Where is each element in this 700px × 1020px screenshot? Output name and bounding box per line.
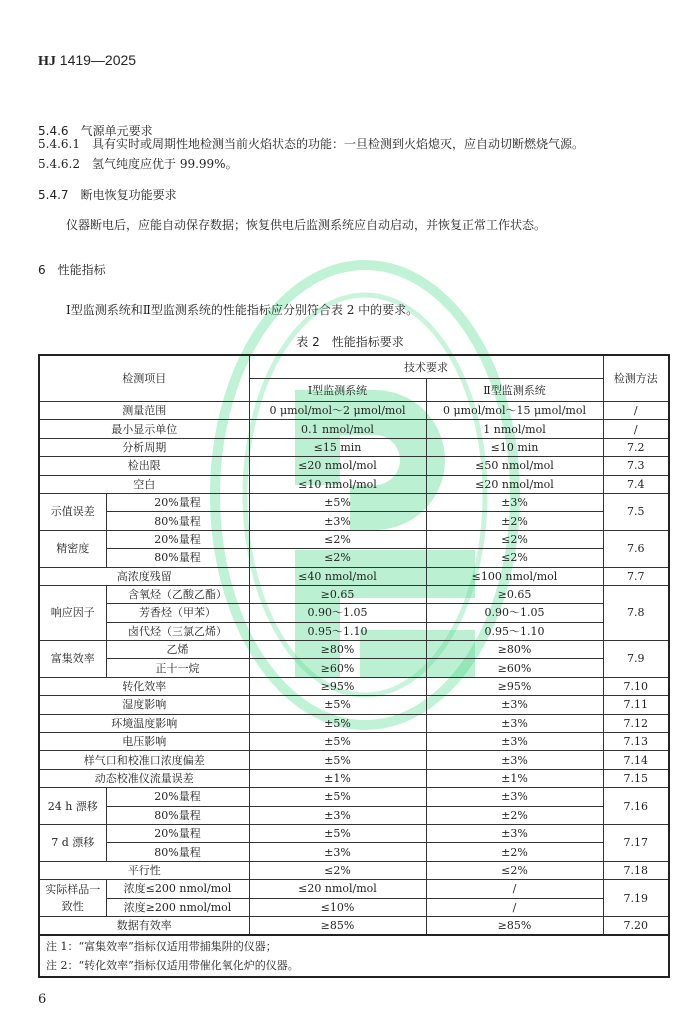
type1-value: ≥0.65	[249, 585, 426, 603]
row-sub-label: 80%量程	[106, 806, 249, 824]
table-row	[39, 769, 669, 787]
row-sub-label: 卤代烃（三氯乙烯）	[106, 622, 249, 640]
method-ref: 7.13	[603, 733, 669, 751]
type2-value: 1 nmol/mol	[426, 420, 603, 438]
section-number: 5.4.7	[38, 188, 69, 202]
type1-value: ≤40 nmol/mol	[249, 567, 426, 585]
table-row	[39, 880, 669, 898]
type2-value: ≥80%	[426, 641, 603, 659]
row-sub-label: 浓度≤200 nmol/mol	[106, 880, 249, 898]
header-type1: Ⅰ型监测系统	[249, 379, 426, 402]
method-ref: 7.9	[603, 641, 669, 678]
standard-number: 1419—2025	[59, 52, 137, 68]
type1-value: 0.95～1.10	[249, 622, 426, 640]
type1-value: ≥85%	[249, 916, 426, 935]
table-row	[39, 475, 669, 493]
row-group-label: 富集效率	[39, 641, 106, 678]
row-sub-label: 20%量程	[106, 493, 249, 511]
type2-value: /	[426, 898, 603, 916]
type2-value: ±3%	[426, 788, 603, 806]
method-ref: 7.4	[603, 475, 669, 493]
table-row	[39, 420, 669, 438]
notes-cell	[39, 935, 669, 977]
method-ref: 7.18	[603, 861, 669, 879]
type1-value: ≤2%	[249, 861, 426, 879]
clause-number: 5.4.6.1	[38, 137, 80, 151]
section-heading	[38, 261, 106, 278]
method-ref: 7.16	[603, 788, 669, 825]
type1-value: ≤2%	[249, 549, 426, 567]
clause-number: 5.4.6.2	[38, 157, 80, 171]
row-group-label: 24 h 漂移	[39, 788, 106, 825]
table-row	[39, 677, 669, 695]
row-sub-label: 浓度≥200 nmol/mol	[106, 898, 249, 916]
table-row	[39, 530, 669, 548]
table-row	[39, 402, 669, 420]
type1-value: ≥80%	[249, 641, 426, 659]
type2-value: ≤2%	[426, 861, 603, 879]
paragraph: 仪器断电后，应能自动保存数据；恢复供电后监测系统应自动启动，并恢复正常工作状态。	[66, 218, 547, 232]
type2-value: ≤50 nmol/mol	[426, 457, 603, 475]
row-group-label: 精密度	[39, 530, 106, 567]
method-ref: 7.15	[603, 769, 669, 787]
row-label: 动态校准仪流量误差	[39, 769, 249, 787]
table-row	[39, 824, 669, 842]
method-ref: 7.2	[603, 438, 669, 456]
row-label: 最小显示单位	[39, 420, 249, 438]
method-ref: 7.7	[603, 567, 669, 585]
row-label: 湿度影响	[39, 696, 249, 714]
row-sub-label: 80%量程	[106, 512, 249, 530]
section-title: 性能指标	[57, 263, 106, 277]
table-caption: 表 2 性能指标要求	[296, 335, 404, 349]
table-row	[39, 585, 669, 603]
type1-value: 0.1 nmol/mol	[249, 420, 426, 438]
header-tech: 技术要求	[249, 355, 603, 379]
type1-value: ±5%	[249, 788, 426, 806]
type1-value: 0 μmol/mol～2 μmol/mol	[249, 402, 426, 420]
table-row	[39, 788, 669, 806]
page-number: 6	[38, 992, 47, 1007]
type1-value: ±5%	[249, 733, 426, 751]
row-sub-label: 乙烯	[106, 641, 249, 659]
row-label: 转化效率	[39, 677, 249, 695]
type2-value: ≥60%	[426, 659, 603, 677]
type2-value: ≤100 nmol/mol	[426, 567, 603, 585]
clause	[38, 135, 584, 152]
clause-text: 具有实时或周期性地检测当前火焰状态的功能：一旦检测到火焰熄灭，应自动切断燃烧气源。	[92, 137, 585, 151]
type2-value: ±3%	[426, 824, 603, 842]
type1-value: ±5%	[249, 751, 426, 769]
row-sub-label: 正十一烷	[106, 659, 249, 677]
table-row	[39, 696, 669, 714]
row-group-label: 7 d 漂移	[39, 824, 106, 861]
row-label: 样气口和校准口浓度偏差	[39, 751, 249, 769]
type2-value: ±1%	[426, 769, 603, 787]
table-row	[39, 622, 669, 640]
row-label: 空白	[39, 475, 249, 493]
method-ref: 7.14	[603, 751, 669, 769]
type2-value: ±3%	[426, 733, 603, 751]
type1-value: ≤20 nmol/mol	[249, 880, 426, 898]
type1-value: ±3%	[249, 512, 426, 530]
table-row	[39, 512, 669, 530]
table-row	[39, 806, 669, 824]
type2-value: ±2%	[426, 512, 603, 530]
section-title: 断电恢复功能要求	[80, 188, 177, 202]
row-group-label: 示值误差	[39, 493, 106, 530]
type1-value: ≤10 nmol/mol	[249, 475, 426, 493]
type1-value: ±1%	[249, 769, 426, 787]
table-row	[39, 567, 669, 585]
type2-value: 0.90～1.05	[426, 604, 603, 622]
performance-table	[38, 354, 670, 978]
type1-value: ±3%	[249, 843, 426, 861]
row-group-label: 实际样品一致性	[39, 880, 106, 917]
method-ref: 7.12	[603, 714, 669, 732]
type1-value: ±5%	[249, 493, 426, 511]
paragraph: Ⅰ型监测系统和Ⅱ型监测系统的性能指标应分别符合表 2 中的要求。	[66, 303, 419, 317]
type2-value: ±2%	[426, 806, 603, 824]
type2-value: ±2%	[426, 843, 603, 861]
type1-value: ≤20 nmol/mol	[249, 457, 426, 475]
method-ref: 7.19	[603, 880, 669, 917]
clause	[38, 155, 238, 172]
row-label: 数据有效率	[39, 916, 249, 935]
table-row	[39, 438, 669, 456]
method-ref: 7.3	[603, 457, 669, 475]
type2-value: 0 μmol/mol～15 μmol/mol	[426, 402, 603, 420]
section-number: 6	[38, 263, 46, 277]
row-group-label: 响应因子	[39, 585, 106, 640]
type2-value: ±3%	[426, 493, 603, 511]
header-method: 检测方法	[603, 355, 669, 402]
type1-value: ≥95%	[249, 677, 426, 695]
type2-value: /	[426, 880, 603, 898]
type1-value: ±3%	[249, 806, 426, 824]
method-ref: 7.20	[603, 916, 669, 935]
type1-value: ≤10%	[249, 898, 426, 916]
row-label: 电压影响	[39, 733, 249, 751]
type2-value: ≤2%	[426, 530, 603, 548]
table-row	[39, 659, 669, 677]
section-number: 5.4.6	[38, 124, 69, 138]
type1-value: ≤15 min	[249, 438, 426, 456]
header-item: 检测项目	[39, 355, 249, 402]
table-row	[39, 916, 669, 935]
row-sub-label: 20%量程	[106, 824, 249, 842]
table-row	[39, 549, 669, 567]
type2-value: ±3%	[426, 714, 603, 732]
row-sub-label: 80%量程	[106, 549, 249, 567]
table-row	[39, 493, 669, 511]
type2-value: ≤20 nmol/mol	[426, 475, 603, 493]
section-title: 气源单元要求	[80, 124, 153, 138]
type2-value: ≥0.65	[426, 585, 603, 603]
method-ref: /	[603, 420, 669, 438]
type2-value: ≥95%	[426, 677, 603, 695]
table-row	[39, 898, 669, 916]
row-sub-label: 芳香烃（甲苯）	[106, 604, 249, 622]
type2-value: ±3%	[426, 696, 603, 714]
table-row	[39, 751, 669, 769]
type1-value: ≥60%	[249, 659, 426, 677]
type1-value: ±5%	[249, 824, 426, 842]
table-row	[39, 457, 669, 475]
table-note: 注 1：“富集效率”指标仅适用带捕集阱的仪器；	[46, 940, 277, 954]
type2-value: ≤10 min	[426, 438, 603, 456]
standard-prefix: HJ	[38, 54, 56, 69]
method-ref: 7.5	[603, 493, 669, 530]
row-label: 高浓度残留	[39, 567, 249, 585]
type1-value: ≤2%	[249, 530, 426, 548]
table-row	[39, 733, 669, 751]
type2-value: ±3%	[426, 751, 603, 769]
method-ref: /	[603, 402, 669, 420]
section-heading	[38, 186, 177, 203]
method-ref: 7.6	[603, 530, 669, 567]
row-sub-label: 80%量程	[106, 843, 249, 861]
document-code	[38, 52, 136, 70]
row-label: 测量范围	[39, 402, 249, 420]
table-row	[39, 604, 669, 622]
method-ref: 7.11	[603, 696, 669, 714]
method-ref: 7.10	[603, 677, 669, 695]
row-sub-label: 含氧烃（乙酸乙酯）	[106, 585, 249, 603]
type2-value: 0.95～1.10	[426, 622, 603, 640]
header-type2: Ⅱ型监测系统	[426, 379, 603, 402]
row-sub-label: 20%量程	[106, 530, 249, 548]
table-row	[39, 843, 669, 861]
type1-value: 0.90～1.05	[249, 604, 426, 622]
type1-value: ±5%	[249, 696, 426, 714]
table-row	[39, 714, 669, 732]
row-label: 检出限	[39, 457, 249, 475]
row-label: 分析周期	[39, 438, 249, 456]
table-notes	[39, 935, 669, 977]
type2-value: ≤2%	[426, 549, 603, 567]
row-sub-label: 20%量程	[106, 788, 249, 806]
clause-text: 氢气纯度应优于 99.99%。	[92, 157, 238, 171]
type2-value: ≥85%	[426, 916, 603, 935]
row-label: 平行性	[39, 861, 249, 879]
method-ref: 7.8	[603, 585, 669, 640]
type1-value: ±5%	[249, 714, 426, 732]
table-note: 注 2：“转化效率”指标仅适用带催化氧化炉的仪器。	[46, 959, 299, 973]
table-row	[39, 641, 669, 659]
method-ref: 7.17	[603, 824, 669, 861]
row-label: 环境温度影响	[39, 714, 249, 732]
table-row	[39, 861, 669, 879]
